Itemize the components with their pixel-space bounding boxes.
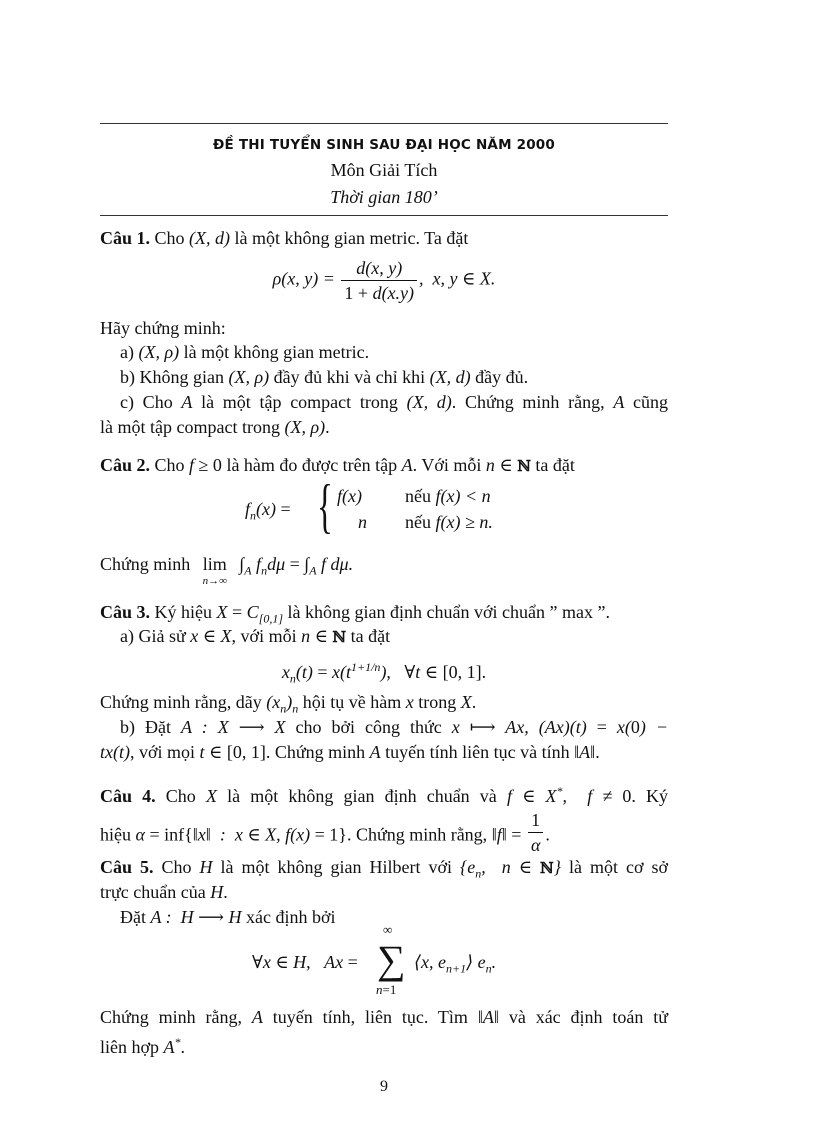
question-5-intro: Câu 5. Cho H là một không gian Hilbert với {$e_n$, n ∈ ℕ} là một cơ sở — [100, 857, 668, 881]
question-2-intro: Câu 2. Cho f ≥ 0 là hàm đo được trên tập A. Với mỗi n ∈ ℕ ta đặt — [100, 455, 575, 475]
question-1-intro: Câu 1. Cho (X, d) là một không gian metric. Ta đặt — [100, 228, 469, 248]
header-bottom-rule — [100, 215, 668, 216]
question-2-label: Câu 2. — [100, 455, 151, 475]
question-3-part-b-cont: tx(t), với mọi t ∈ [0, 1]. Chứng minh A tuyến tính liên tục và tính ‖A‖. — [100, 742, 600, 762]
question-5-formula: ∀x ∈ H, Ax = ∞ ∑ n=1 ⟨x, $e_{n+1}⟩$ $e_n$. — [252, 922, 497, 997]
question-2-piecewise: $f_n(x)$ = { f(x) nếu f(x) < n n nếu f(x) ≥ n. — [245, 473, 493, 539]
question-5-definition: Đặt A : H ⟶ H xác định bởi — [120, 907, 336, 927]
question-3-part-a: a) Giả sử x ∈ X, với mỗi n ∈ ℕ ta đặt — [120, 626, 391, 646]
question-1-prove: Hãy chứng minh: — [100, 318, 226, 338]
question-5-prove: Chứng minh rằng, A tuyến tính, liên tục. Tìm ‖A‖ và xác định toán tử — [100, 1007, 669, 1027]
question-4-intro: Câu 4. Cho X là một không gian định chuẩn và f ∈ X*, f ≠ 0. Ký — [100, 784, 669, 806]
question-1-formula: ρ(x, y) = $\frac{d(x, y)}{1 + d(x.y)}$ , x, y ∈ X. — [272, 258, 496, 303]
question-4-label: Câu 4. — [100, 786, 156, 806]
question-3-intro: Câu 3. Ký hiệu $X = C_{[0,1]}$ là không gian định chuẩn với chuẩn ” max ”. — [100, 602, 610, 626]
question-4-definition: hiệu α = inf{‖x‖ : x ∈ X, f(x) = 1}. Chứng minh rằng, ‖f‖ = $\frac{1}{\alpha}$ . — [100, 810, 550, 855]
top-rule — [100, 123, 668, 124]
question-1-part-c: c) Cho A là một tập compact trong (X, d). Chứng minh rằng, A cũng — [120, 392, 669, 412]
question-5-label: Câu 5. — [100, 857, 154, 877]
page-number: 9 — [380, 1078, 388, 1095]
question-5-prove-cont: liên hợp A*. — [100, 1035, 186, 1057]
question-1-label: Câu 1. — [100, 228, 151, 248]
question-3-label: Câu 3. — [100, 602, 151, 622]
question-2-prove: Chứng minh lim n→∞ $\int_A$ $f_nd\mu = \int_A$ f dμ. — [100, 554, 354, 587]
question-3-part-a-prove: Chứng minh rằng, dãy $(x_n)_n$ hội tụ về hàm x trong X. — [100, 692, 477, 716]
question-1-part-c-cont: là một tập compact trong (X, ρ). — [100, 417, 330, 437]
exam-duration: Thời gian 180’ — [330, 187, 438, 207]
exam-subject: Môn Giải Tích — [330, 160, 438, 180]
exam-title: ĐỀ THI TUYỂN SINH SAU ĐẠI HỌC NĂM 2000 — [212, 137, 555, 153]
question-3-formula: $x_n(t) = x(t^{1+1/n})$, ∀t ∈ [0, 1]. — [281, 660, 487, 686]
question-5-intro-cont: trực chuẩn của H. — [100, 882, 228, 902]
question-1-part-a: a) (X, ρ) là một không gian metric. — [120, 342, 370, 362]
question-3-part-b: b) Đặt A : X ⟶ X cho bởi công thức x ⟼ Ax, (Ax)(t) = x(0) − — [120, 717, 669, 737]
question-1-part-b: b) Không gian (X, ρ) đầy đủ khi và chỉ khi (X, d) đầy đủ. — [120, 367, 529, 387]
